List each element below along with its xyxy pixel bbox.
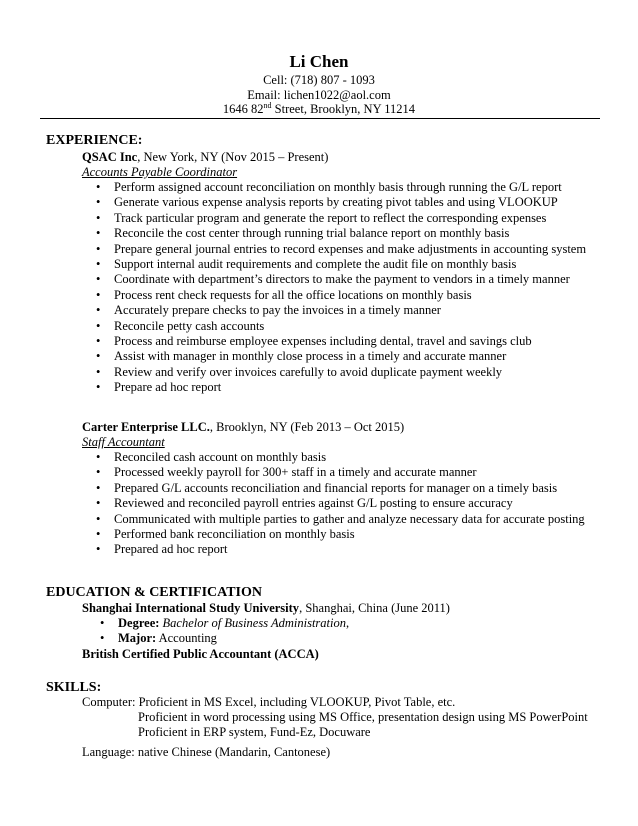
degree-trail: , <box>345 616 350 630</box>
certification-line: British Certified Public Accountant (ACCA) <box>82 647 319 661</box>
language-line: Language: native Chinese (Mandarin, Cantonese) <box>82 745 331 759</box>
list-item: • Prepared ad hoc report <box>96 542 585 557</box>
list-item: • Prepare ad hoc report <box>96 380 586 395</box>
list-item: • Perform assigned account reconciliation on monthly basis through running the G/L report <box>96 180 586 195</box>
job-1-bullets <box>96 180 586 396</box>
skills-heading: SKILLS: <box>46 680 102 695</box>
job-2-details: , Brooklyn, NY (Feb 2013 – Oct 2015) <box>209 420 405 434</box>
major-label: Major: <box>118 631 157 646</box>
degree-value: Bachelor of Business Administration <box>162 616 346 630</box>
education-heading: EDUCATION & CERTIFICATION <box>46 585 263 600</box>
email-line: Email: lichen1022@aol.com <box>247 88 391 102</box>
candidate-name: Li Chen <box>289 52 349 71</box>
phone-line: Cell: (718) 807 - 1093 <box>263 73 375 87</box>
school-name: Shanghai International Study University <box>82 601 300 615</box>
list-item: • Reconcile petty cash accounts <box>96 319 586 334</box>
list-item: • Review and verify over invoices carefully to avoid duplicate payment weekly <box>96 365 586 380</box>
major-value: Accounting <box>156 631 217 646</box>
degree-label: Degree: <box>118 616 160 630</box>
job-2-title: Staff Accountant <box>82 435 165 449</box>
job-1-company: QSAC Inc <box>82 150 138 164</box>
list-item: • Communicated with multiple parties to gather and analyze necessary data for accurate posting <box>96 512 585 527</box>
list-item: • Assist with manager in monthly close process in a timely and accurate manner <box>96 349 586 364</box>
job-2-company: Carter Enterprise LLC. <box>82 420 210 434</box>
list-item: • Track particular program and generate the report to reflect the corresponding expenses <box>96 211 586 226</box>
job-1-details: , New York, NY (Nov 2015 – Present) <box>137 150 329 164</box>
major-item <box>100 631 349 646</box>
list-item: • Reconcile the cost center through running trial balance report on monthly basis <box>96 226 586 241</box>
list-item: • Support internal audit requirements and complete the audit file on monthly basis <box>96 257 586 272</box>
list-item: • Generate various expense analysis reports by creating pivot tables and using VLOOKUP <box>96 195 586 210</box>
header-divider <box>40 118 600 119</box>
job-2-bullets <box>96 450 585 558</box>
list-item: • Coordinate with department’s directors to make the payment to vendors in a timely manner <box>96 272 586 287</box>
degree-item <box>100 616 349 631</box>
list-item: • Accurately prepare checks to pay the invoices in a timely manner <box>96 303 586 318</box>
list-item: • Prepared G/L accounts reconciliation and financial reports for manager on a timely basis <box>96 481 585 496</box>
computer-skill-1: Proficient in MS Excel, including VLOOKUP, Pivot Table, etc. <box>138 695 456 709</box>
list-item: • Performed bank reconciliation on monthly basis <box>96 527 585 542</box>
computer-label: Computer: <box>82 695 139 709</box>
address-number: 1646 82 <box>222 102 264 116</box>
job-2-header <box>82 420 404 435</box>
address-suffix: nd <box>263 101 272 110</box>
computer-skill-3: Proficient in ERP system, Fund-Ez, Docuware <box>138 725 371 739</box>
address-rest: Street, Brooklyn, NY 11214 <box>271 102 416 116</box>
job-1-title: Accounts Payable Coordinator <box>82 165 238 179</box>
education-bullets <box>100 616 349 647</box>
list-item: • Processed weekly payroll for 300+ staff in a timely and accurate manner <box>96 465 585 480</box>
list-item: • Prepare general journal entries to record expenses and make adjustments in accounting system <box>96 242 586 257</box>
list-item: • Process and reimburse employee expenses including dental, travel and savings club <box>96 334 586 349</box>
list-item: • Reviewed and reconciled payroll entries against G/L posting to ensure accuracy <box>96 496 585 511</box>
list-item: • Reconciled cash account on monthly basis <box>96 450 585 465</box>
job-1-header <box>82 150 328 165</box>
school-line <box>82 601 450 616</box>
address-line <box>0 101 638 117</box>
school-details: , Shanghai, China (June 2011) <box>299 601 450 615</box>
computer-skills-line <box>82 695 455 710</box>
list-item: • Process rent check requests for all the office locations on monthly basis <box>96 288 586 303</box>
computer-skill-2: Proficient in word processing using MS Office, presentation design using MS PowerPoint <box>138 710 588 724</box>
experience-heading: EXPERIENCE: <box>46 133 143 148</box>
